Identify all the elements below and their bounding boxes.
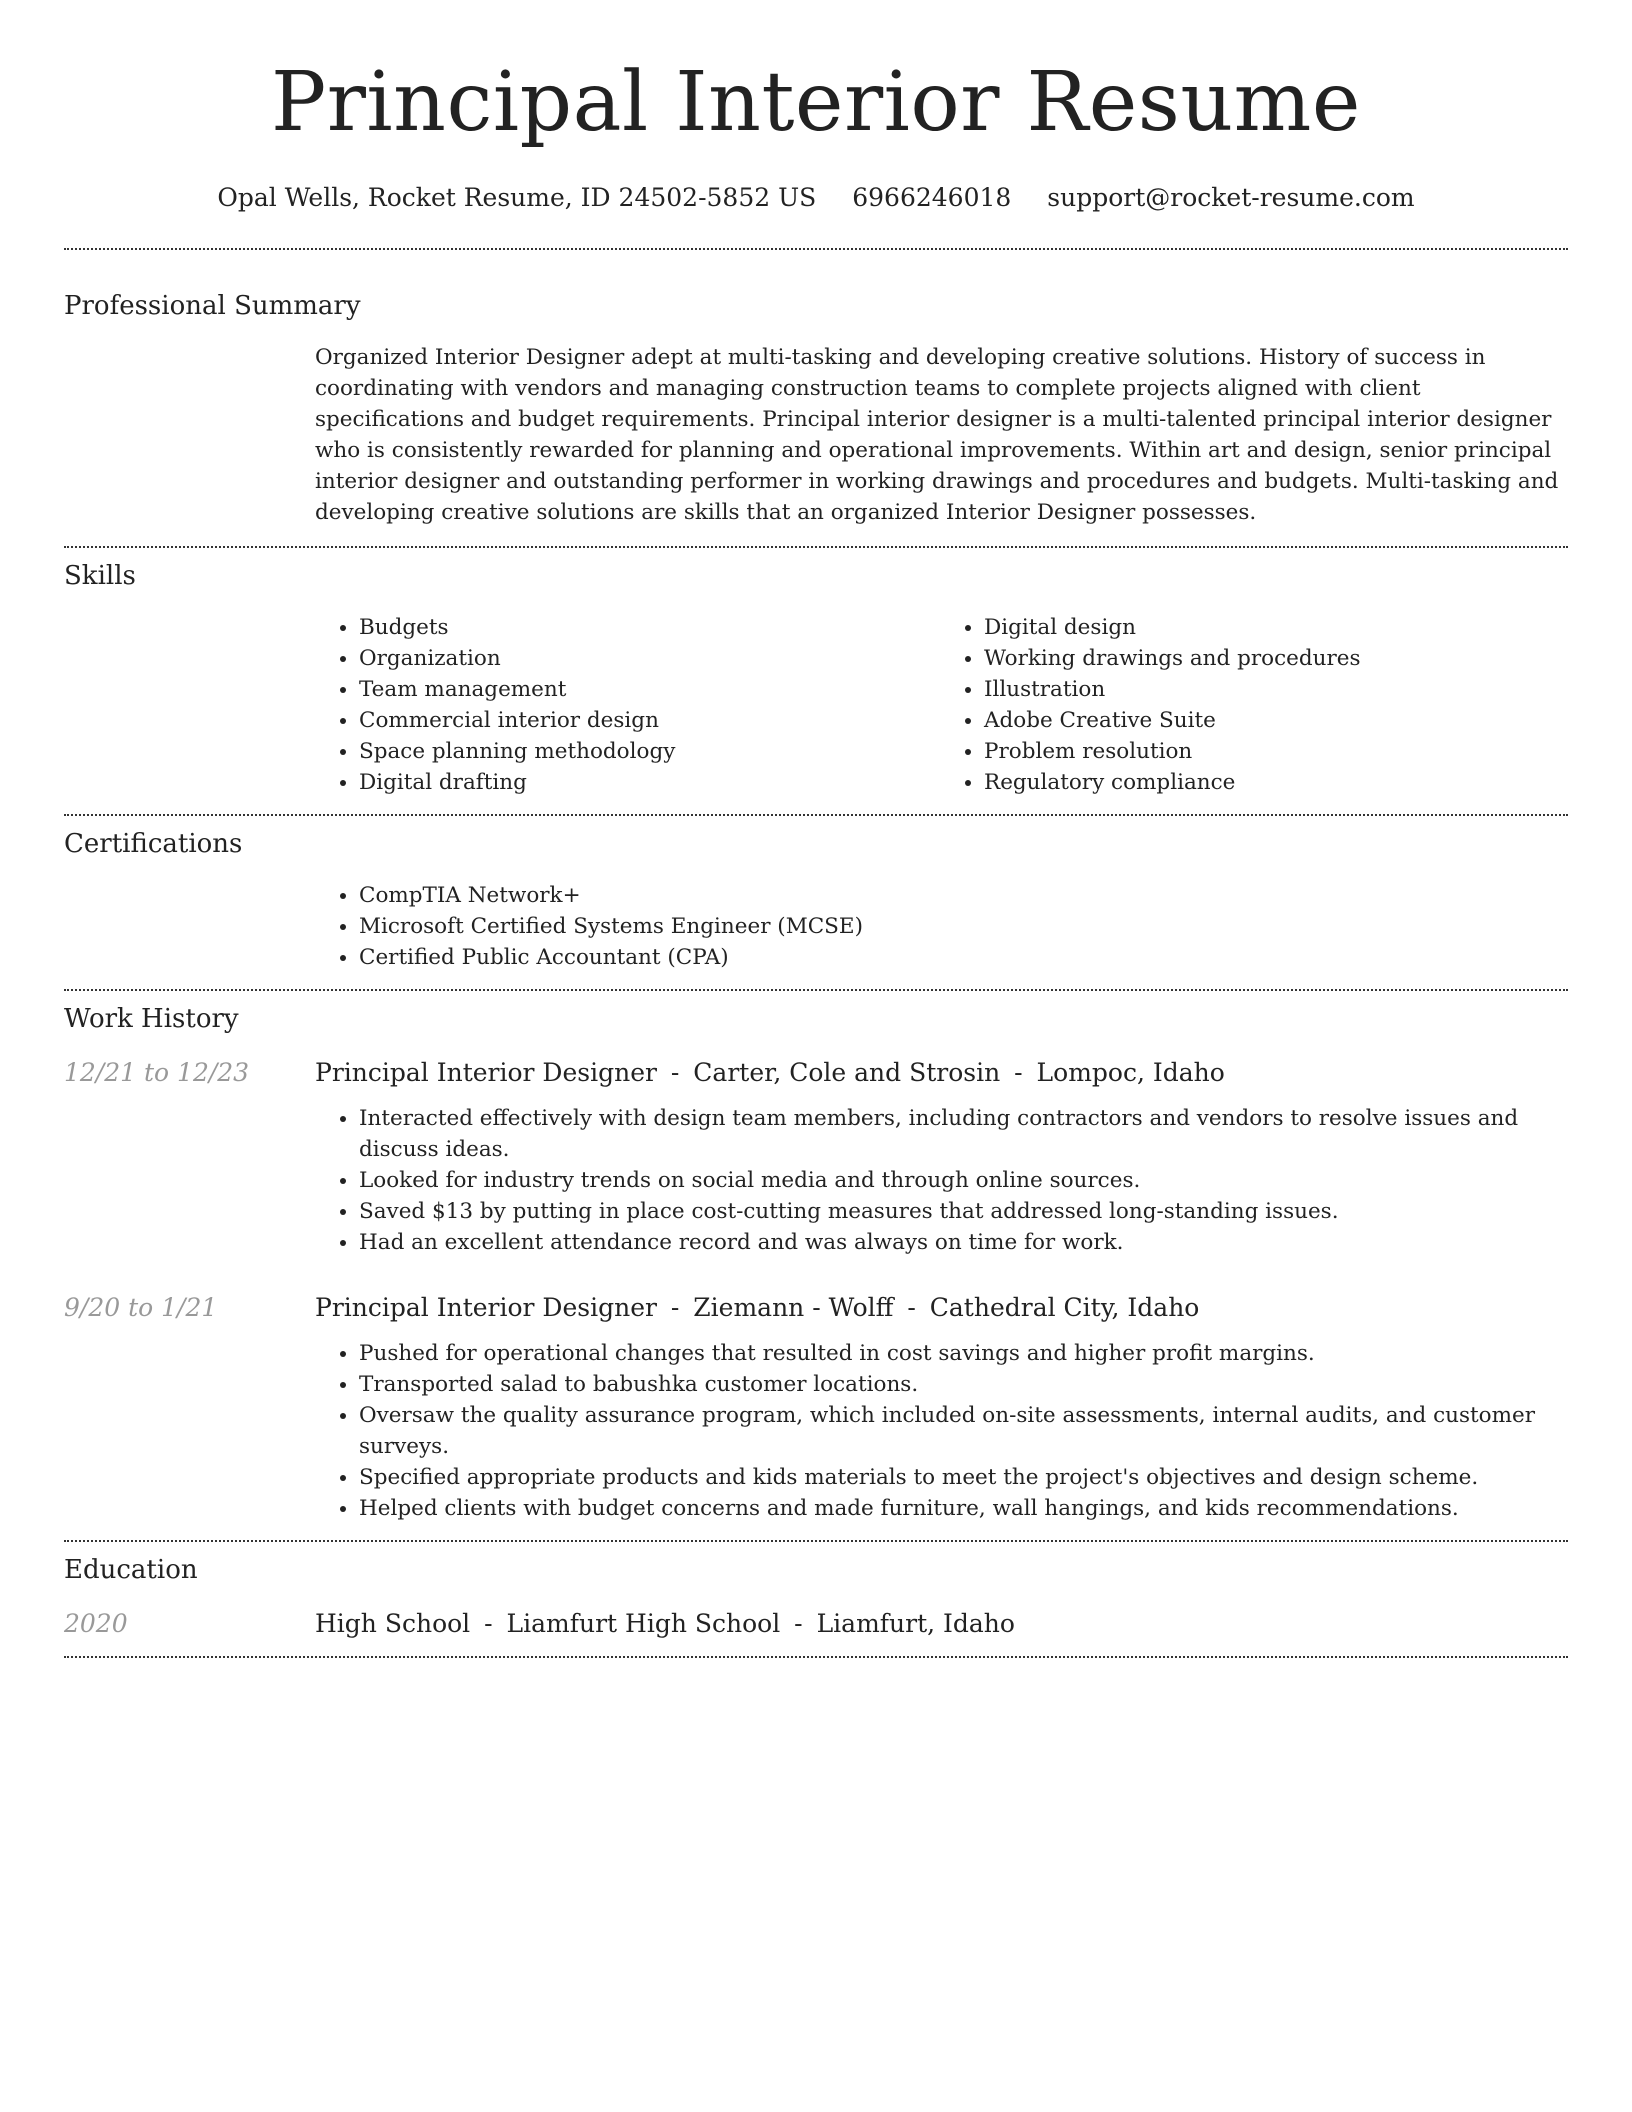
education-degree: High School bbox=[315, 1609, 471, 1638]
list-item: • Certified Public Accountant (CPA) bbox=[359, 942, 1565, 973]
job-dates: 9/20 to 1/21 bbox=[64, 1293, 218, 1322]
contact-phone: 6966246018 bbox=[852, 183, 1012, 212]
list-item: • Digital drafting bbox=[359, 767, 940, 798]
list-item: • Saved $13 by putting in place cost-cutting measures that addressed long-standing issues. bbox=[359, 1196, 1565, 1227]
list-item: • Space planning methodology bbox=[359, 736, 940, 767]
education-location: Liamfurt, Idaho bbox=[816, 1609, 1015, 1638]
list-item: • Oversaw the quality assurance program, which included on-site assessments, internal audits, and customer surveys. bbox=[359, 1400, 1565, 1462]
work-heading: Work History bbox=[64, 1004, 239, 1034]
job-company: Carter, Cole and Strosin bbox=[693, 1058, 1001, 1087]
contact-line bbox=[64, 182, 1568, 214]
list-item: • Specified appropriate products and kids materials to meet the project's objectives and design scheme. bbox=[359, 1462, 1565, 1493]
divider bbox=[64, 1656, 1568, 1658]
page-title: Principal Interior Resume bbox=[271, 55, 1361, 150]
certifications-list bbox=[315, 880, 1565, 973]
education-section bbox=[64, 1542, 1568, 1656]
list-item: • Organization bbox=[359, 643, 940, 674]
education-heading: Education bbox=[64, 1555, 198, 1585]
education-entry bbox=[64, 1608, 1568, 1648]
work-section bbox=[64, 991, 1568, 1524]
job-heading: Principal Interior Designer - Ziemann - Wolff - Cathedral City, Idaho bbox=[315, 1293, 1200, 1322]
skills-columns bbox=[315, 612, 1565, 798]
job-heading: Principal Interior Designer - Carter, Cole and Strosin - Lompoc, Idaho bbox=[315, 1058, 1225, 1087]
skills-section bbox=[64, 548, 1568, 814]
contact-address: Opal Wells, Rocket Resume, ID 24502-5852 US bbox=[217, 183, 817, 212]
list-item: • Regulatory compliance bbox=[984, 767, 1565, 798]
job-bullets bbox=[315, 1338, 1565, 1524]
list-item: • Working drawings and procedures bbox=[984, 643, 1565, 674]
list-item: • Looked for industry trends on social media and through online sources. bbox=[359, 1165, 1565, 1196]
list-item: • Digital design bbox=[984, 612, 1565, 643]
skills-heading: Skills bbox=[64, 561, 136, 591]
summary-heading: Professional Summary bbox=[64, 291, 361, 321]
list-item: • Had an excellent attendance record and was always on time for work. bbox=[359, 1227, 1565, 1258]
list-item: • Illustration bbox=[984, 674, 1565, 705]
list-item: • Budgets bbox=[359, 612, 940, 643]
education-year: 2020 bbox=[64, 1609, 128, 1638]
job-bullets bbox=[315, 1103, 1565, 1258]
certifications-heading: Certifications bbox=[64, 829, 243, 859]
job-dates: 12/21 to 12/23 bbox=[64, 1058, 250, 1087]
list-item: • Transported salad to babushka customer locations. bbox=[359, 1369, 1565, 1400]
summary-text: Organized Interior Designer adept at multi-tasking and developing creative solutions. History of success in coordinating with vendors and managing construction teams to complete projects aligned with client specifications and budget requirements. Principal interior designer is a multi-talented principal interior designer who is consistently rewarded for planning and operational improvements. Within art and design, senior principal interior designer and outstanding performer in working drawings and procedures and budgets. Multi-tasking and developing creative solutions are skills that an organized Interior Designer possesses. bbox=[315, 345, 1559, 525]
list-item: • Problem resolution bbox=[984, 736, 1565, 767]
job-entry bbox=[64, 1292, 1568, 1524]
education-school: Liamfurt High School bbox=[506, 1609, 781, 1638]
skills-list-right bbox=[940, 612, 1565, 798]
list-item: • Interacted effectively with design team members, including contractors and vendors to resolve issues and discuss ideas. bbox=[359, 1103, 1565, 1165]
skills-list-left bbox=[315, 612, 940, 798]
job-location: Cathedral City, Idaho bbox=[929, 1293, 1200, 1322]
certifications-section bbox=[64, 816, 1568, 989]
summary-section bbox=[64, 250, 1568, 546]
list-item: • Adobe Creative Suite bbox=[984, 705, 1565, 736]
job-company: Ziemann - Wolff bbox=[693, 1293, 894, 1322]
list-item: • Team management bbox=[359, 674, 940, 705]
list-item: • Pushed for operational changes that resulted in cost savings and higher profit margins. bbox=[359, 1338, 1565, 1369]
list-item: • Helped clients with budget concerns and made furniture, wall hangings, and kids recommendations. bbox=[359, 1493, 1565, 1524]
job-title: Principal Interior Designer bbox=[315, 1293, 657, 1322]
education-heading-line: High School - Liamfurt High School - Liamfurt, Idaho bbox=[315, 1609, 1015, 1638]
contact-email: support@rocket-resume.com bbox=[1047, 183, 1415, 212]
job-location: Lompoc, Idaho bbox=[1036, 1058, 1225, 1087]
list-item: • CompTIA Network+ bbox=[359, 880, 1565, 911]
list-item: • Commercial interior design bbox=[359, 705, 940, 736]
job-entry bbox=[64, 1057, 1568, 1258]
job-title: Principal Interior Designer bbox=[315, 1058, 657, 1087]
list-item: • Microsoft Certified Systems Engineer (MCSE) bbox=[359, 911, 1565, 942]
